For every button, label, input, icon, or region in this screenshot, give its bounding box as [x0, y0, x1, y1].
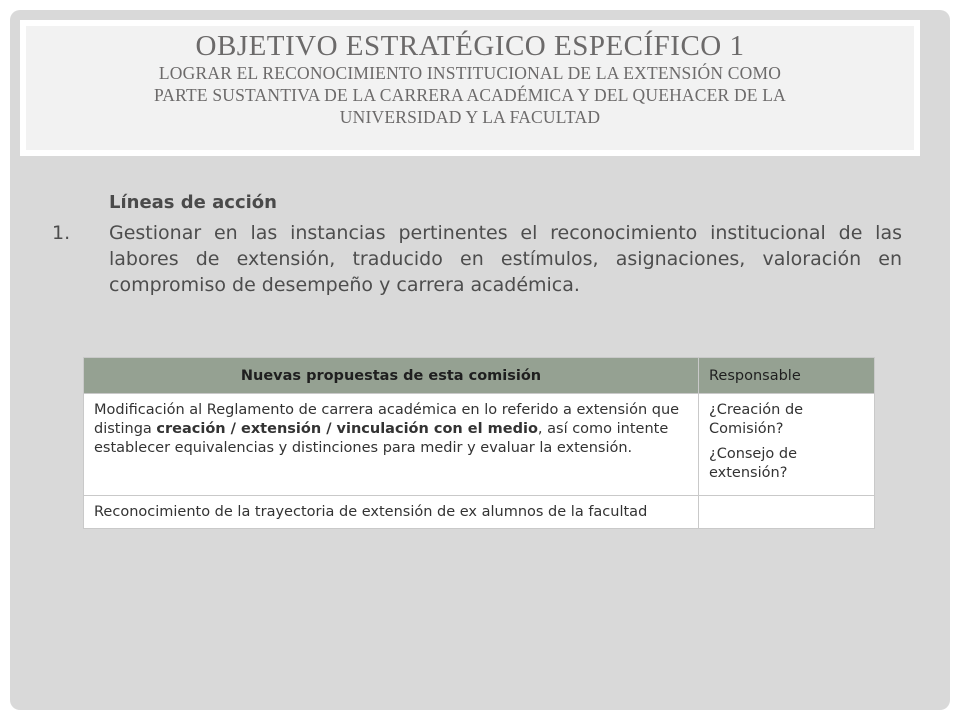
responsible-cell	[699, 394, 875, 496]
proposal-cell	[84, 496, 699, 529]
proposal-text: Modificación al Reglamento de carrera académica en lo referido a extensión que distinga	[94, 402, 680, 437]
subtitle-line: LOGRAR EL RECONOCIMIENTO INSTITUCIONAL DE LA EXTENSIÓN COMO	[158, 63, 782, 83]
table-header-row	[84, 358, 875, 394]
title-box	[20, 20, 920, 156]
subtitle-line: PARTE SUSTANTIVA DE LA CARRERA ACADÉMICA Y DEL QUEHACER DE LA	[153, 85, 786, 105]
proposal-text: Reconocimiento de la trayectoria de extensión de ex alumnos de la facultad	[94, 504, 648, 520]
proposal-text: , así como intente establecer equivalencias y distinciones para medir y evaluar la extensión.	[94, 421, 669, 456]
header-responsible: Responsable	[699, 358, 875, 394]
responsible-cell	[699, 496, 875, 529]
title-panel	[26, 26, 914, 150]
responsible-option: ¿Creación de Comisión?	[709, 402, 804, 437]
title-main: OBJETIVO ESTRATÉGICO ESPECÍFICO 1	[195, 30, 745, 62]
header-proposals: Nuevas propuestas de esta comisión	[84, 358, 699, 394]
subtitle-line: UNIVERSIDAD Y LA FACULTAD	[339, 107, 601, 127]
proposals-table	[83, 357, 875, 529]
proposal-emphasis: creación / extensión / vinculación con el medio	[156, 421, 538, 437]
action-item-text: Gestionar en las instancias pertinentes el reconocimiento institucional de las labores de extensión, traducido en estímulos, asignaciones, valoración en compromiso de desempeño y carrera académica.	[109, 222, 902, 296]
table-row	[84, 394, 875, 496]
responsible-option: ¿Consejo de extensión?	[709, 446, 797, 481]
action-list	[52, 220, 902, 298]
action-item-number: 1.	[52, 222, 71, 244]
proposal-cell	[84, 394, 699, 496]
table-row	[84, 496, 875, 529]
title-subtitle	[26, 62, 914, 128]
action-item	[52, 220, 902, 298]
lineas-heading: Líneas de acción	[109, 192, 277, 213]
